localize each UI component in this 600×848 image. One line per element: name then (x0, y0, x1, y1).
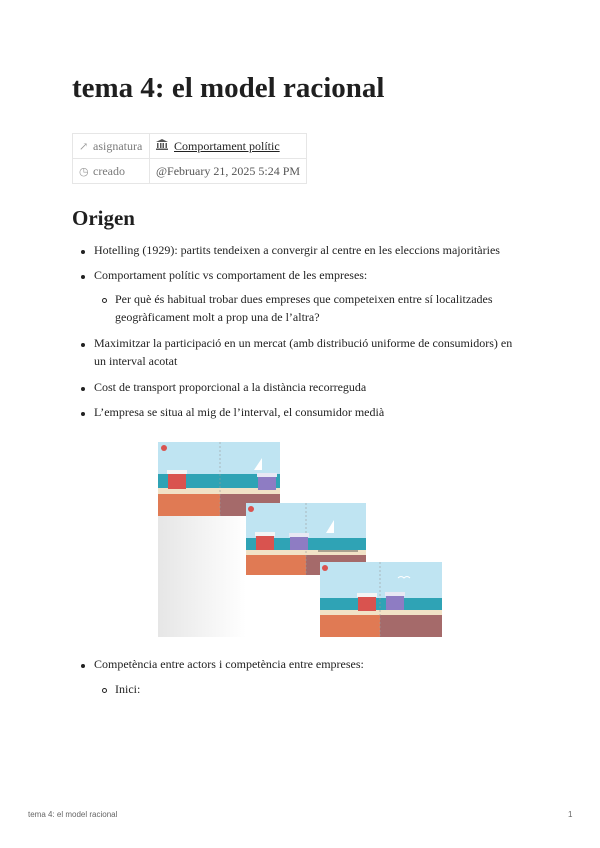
page-title: tema 4: el model racional (72, 72, 385, 104)
page-number: 1 (568, 810, 573, 819)
sub-list-item: Inici: (115, 682, 141, 696)
panel-3-marker (322, 565, 328, 571)
bullet-icon (81, 275, 85, 279)
panel-2-marker (248, 506, 254, 512)
bullet-icon (81, 250, 85, 254)
sub-list-item: Per què és habitual trobar dues empreses que competeixen entre sí localitzades (115, 292, 493, 306)
property-value: @February 21, 2025 5:24 PM (150, 159, 307, 184)
hollow-bullet-icon (102, 298, 107, 303)
list-item: Competència entre actors i competència entre empreses: (94, 657, 364, 671)
classical-building-icon (156, 139, 174, 154)
bullet-icon (81, 664, 85, 668)
asignatura-link[interactable]: Comportament polític (174, 138, 280, 153)
bullet-icon (81, 343, 85, 347)
property-row-asignatura (73, 134, 307, 159)
list-item: Hotelling (1929): partits tendeixen a convergir al centre en les eleccions majoritàries (94, 243, 500, 257)
list-item: L’empresa se situa al mig de l’interval, el consumidor medià (94, 405, 385, 419)
property-key: ↗ asignatura (73, 134, 150, 159)
bullet-icon (81, 387, 85, 391)
list-item: Maximitzar la participació en un mercat (amb distribució uniforme de consumidors) en (94, 336, 513, 350)
property-value (150, 134, 307, 159)
list-item: Cost de transport proporcional a la distància recorreguda (94, 380, 367, 394)
list-item-cont: un interval acotat (94, 354, 178, 368)
property-key: ◷ creado (73, 159, 150, 184)
sub-list-item-cont: geogràficament molt a prop una de l’altra? (115, 310, 320, 324)
list-item: Comportament polític vs comportament de les empreses: (94, 268, 368, 282)
properties-table (72, 133, 307, 184)
arrow-up-right-icon: ↗ (79, 140, 89, 153)
bullet-icon (81, 412, 85, 416)
clock-icon: ◷ (79, 165, 89, 178)
hollow-bullet-icon (102, 688, 107, 693)
footer-title: tema 4: el model racional (28, 810, 118, 819)
panel-3 (320, 562, 442, 637)
section-heading: Origen (72, 206, 135, 230)
panel-1-marker (161, 445, 167, 451)
property-row-creado (73, 159, 307, 184)
figure-svg (158, 440, 442, 637)
hotelling-beach-figure (158, 440, 442, 637)
